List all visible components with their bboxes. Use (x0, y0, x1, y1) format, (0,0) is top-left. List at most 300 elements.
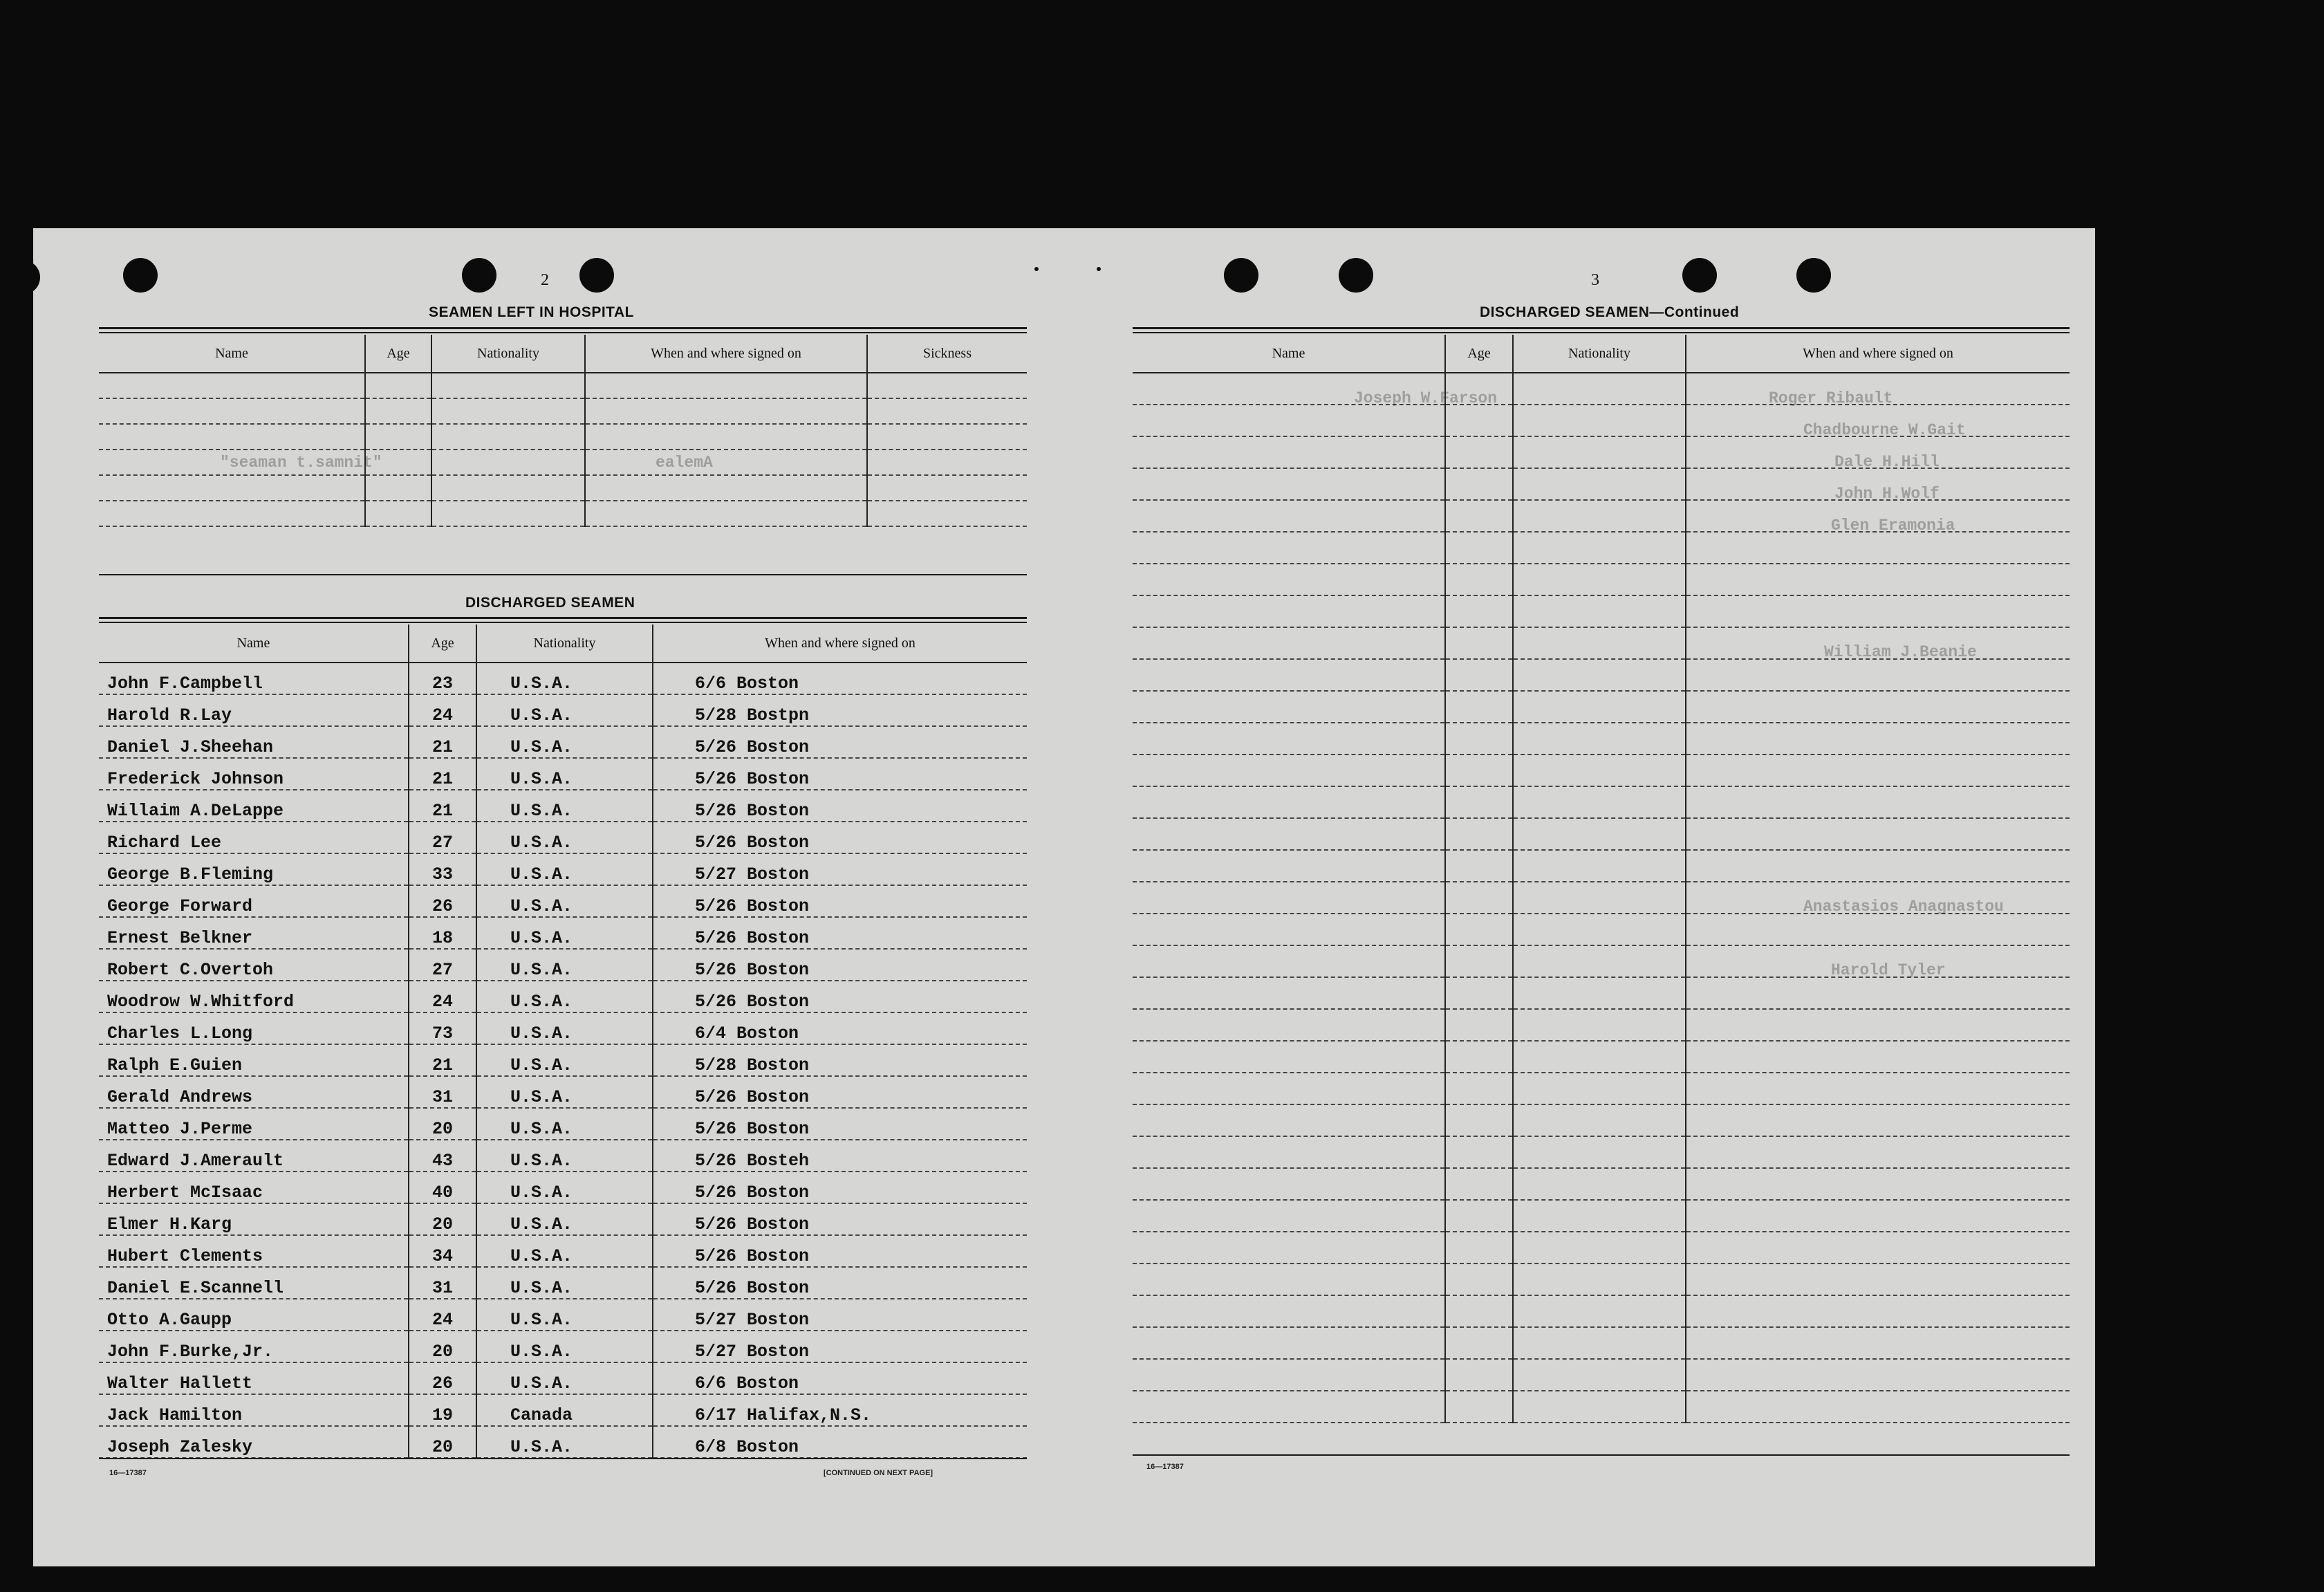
bleed-through-text: "seaman t.samnit" (220, 454, 382, 472)
table-cell (1133, 436, 1445, 468)
table-cell (1686, 1200, 2070, 1232)
table-cell (1513, 1264, 1686, 1295)
column-header: When and where signed on (1686, 335, 2070, 373)
table-cell (1686, 1232, 2070, 1264)
table-row (99, 694, 1027, 726)
table-cell (1686, 1359, 2070, 1391)
table-cell (1513, 436, 1686, 468)
seaman-signed-on: 5/26 Boston (653, 981, 1027, 1012)
table-cell (1513, 755, 1686, 786)
table-row (99, 501, 1027, 526)
seaman-name: George Forward (99, 885, 409, 917)
table-row (99, 758, 1027, 790)
table-cell (867, 475, 1027, 501)
table-cell (1133, 977, 1445, 1009)
seaman-nationality: U.S.A. (476, 1299, 653, 1331)
table-cell (1686, 1295, 2070, 1327)
table-cell (1133, 1200, 1445, 1232)
table-cell (1445, 1264, 1513, 1295)
table-cell (99, 475, 365, 501)
bleed-through-text: Roger Ribault (1769, 389, 1893, 407)
table-row (1133, 1327, 2070, 1359)
table-cell (1686, 1136, 2070, 1168)
table-cell (1445, 1232, 1513, 1264)
seaman-age: 26 (409, 885, 476, 917)
footer-rule (99, 1458, 1027, 1459)
table-row (1133, 1168, 2070, 1200)
table-row (1133, 1104, 2070, 1136)
column-header: Nationality (1513, 335, 1686, 373)
bleed-through-text: John H.Wolf (1834, 485, 1940, 503)
table-cell (1445, 1104, 1513, 1136)
bleed-through-text: Glen Eramonia (1831, 517, 1955, 535)
bleed-through-text: Dale H.Hill (1834, 453, 1940, 471)
table-cell (867, 398, 1027, 424)
table-row (1133, 595, 2070, 627)
table-cell (1686, 786, 2070, 818)
column-header: Name (99, 624, 409, 663)
table-row (99, 1012, 1027, 1044)
seaman-signed-on: 5/26 Boston (653, 758, 1027, 790)
table-cell (1133, 627, 1445, 659)
table-cell (1686, 564, 2070, 595)
seaman-signed-on: 6/4 Boston (653, 1012, 1027, 1044)
seaman-age: 33 (409, 853, 476, 885)
table-cell (867, 450, 1027, 475)
seaman-signed-on: 5/26 Bosteh (653, 1140, 1027, 1172)
seaman-name: Matteo J.Perme (99, 1108, 409, 1140)
seaman-nationality: U.S.A. (476, 694, 653, 726)
table-cell (1513, 786, 1686, 818)
table-cell (1513, 977, 1686, 1009)
bleed-through-text: Chadbourne W.Gait (1803, 421, 1966, 439)
table-row (99, 1172, 1027, 1203)
seaman-nationality: U.S.A. (476, 1426, 653, 1458)
table-cell (1513, 373, 1686, 405)
table-row (1133, 564, 2070, 595)
punch-hole (1682, 258, 1717, 293)
seaman-nationality: U.S.A. (476, 1267, 653, 1299)
hospital-table (99, 335, 1027, 527)
table-cell (1133, 1041, 1445, 1073)
table-cell (1686, 1041, 2070, 1073)
seaman-name: John F.Campbell (99, 663, 409, 694)
seaman-nationality: U.S.A. (476, 1203, 653, 1235)
table-row (99, 822, 1027, 853)
table-cell (1133, 914, 1445, 945)
seaman-signed-on: 5/27 Boston (653, 853, 1027, 885)
table-row (99, 853, 1027, 885)
table-cell (1133, 723, 1445, 755)
ledger-sheet (33, 228, 2095, 1566)
seaman-name: Richard Lee (99, 822, 409, 853)
table-cell (1133, 818, 1445, 850)
bleed-through-text: William J.Beanie (1824, 643, 1977, 661)
hospital-header-row (99, 335, 1027, 373)
seaman-name: Walter Hallett (99, 1362, 409, 1394)
seaman-age: 24 (409, 1299, 476, 1331)
column-header: Age (365, 335, 431, 373)
seaman-nationality: U.S.A. (476, 981, 653, 1012)
table-cell (1686, 850, 2070, 882)
table-row (1133, 1295, 2070, 1327)
table-row (99, 981, 1027, 1012)
table-cell (99, 424, 365, 450)
table-cell (1445, 691, 1513, 723)
table-cell (867, 373, 1027, 398)
table-cell (1513, 468, 1686, 500)
table-cell (1445, 659, 1513, 691)
table-cell (1513, 405, 1686, 436)
bleed-through-text: Joseph W.Farson (1354, 389, 1498, 407)
table-cell (1513, 1359, 1686, 1391)
table-cell (1686, 1168, 2070, 1200)
table-cell (1445, 1359, 1513, 1391)
seaman-age: 19 (409, 1394, 476, 1426)
table-cell (1133, 1264, 1445, 1295)
table-row (1133, 1136, 2070, 1168)
table-row (99, 1394, 1027, 1426)
seaman-name: Woodrow W.Whitford (99, 981, 409, 1012)
table-row (1133, 914, 2070, 945)
table-cell (1513, 1295, 1686, 1327)
table-cell (585, 373, 867, 398)
seaman-age: 18 (409, 917, 476, 949)
table-cell (1513, 850, 1686, 882)
table-cell (1133, 1136, 1445, 1168)
table-cell (585, 424, 867, 450)
table-row (1133, 691, 2070, 723)
seaman-age: 31 (409, 1267, 476, 1299)
table-cell (1686, 977, 2070, 1009)
left-page (33, 228, 1070, 1566)
table-row (99, 1235, 1027, 1267)
seaman-signed-on: 6/6 Boston (653, 663, 1027, 694)
table-row (1133, 659, 2070, 691)
table-cell (1445, 1295, 1513, 1327)
form-number: 16—17387 (109, 1469, 147, 1477)
seaman-name: Edward J.Amerault (99, 1140, 409, 1172)
table-cell (99, 398, 365, 424)
seaman-nationality: U.S.A. (476, 1012, 653, 1044)
table-cell (1686, 1327, 2070, 1359)
table-cell (1686, 1104, 2070, 1136)
seaman-signed-on: 5/26 Boston (653, 1267, 1027, 1299)
table-cell (1133, 595, 1445, 627)
table-cell (431, 501, 585, 526)
seaman-age: 27 (409, 949, 476, 981)
seaman-age: 24 (409, 981, 476, 1012)
table-cell (585, 501, 867, 526)
punch-hole (462, 258, 496, 293)
punch-hole (6, 260, 40, 295)
column-header: Age (409, 624, 476, 663)
table-cell (1445, 1136, 1513, 1168)
speck (1097, 267, 1101, 271)
header-rule (99, 327, 1027, 329)
seaman-nationality: U.S.A. (476, 663, 653, 694)
table-cell (1513, 500, 1686, 532)
table-row (1133, 532, 2070, 564)
table-row (1133, 818, 2070, 850)
table-cell (1133, 850, 1445, 882)
table-row (1133, 1009, 2070, 1041)
seaman-nationality: U.S.A. (476, 758, 653, 790)
table-row (99, 1426, 1027, 1458)
table-cell (431, 475, 585, 501)
column-header: Nationality (476, 624, 653, 663)
table-row (1133, 723, 2070, 755)
table-cell (1133, 659, 1445, 691)
table-cell (1445, 1391, 1513, 1423)
seaman-nationality: U.S.A. (476, 726, 653, 758)
table-cell (1686, 595, 2070, 627)
table-row (1133, 373, 2070, 405)
seaman-signed-on: 5/26 Boston (653, 1108, 1027, 1140)
table-row (1133, 1073, 2070, 1104)
table-cell (1133, 468, 1445, 500)
table-cell (1133, 786, 1445, 818)
table-cell (1445, 914, 1513, 945)
seaman-nationality: U.S.A. (476, 853, 653, 885)
table-cell (1133, 691, 1445, 723)
table-cell (1133, 755, 1445, 786)
seaman-name: Elmer H.Karg (99, 1203, 409, 1235)
seaman-name: Daniel J.Sheehan (99, 726, 409, 758)
table-row (99, 373, 1027, 398)
table-cell (1133, 564, 1445, 595)
header-rule (99, 617, 1027, 619)
seaman-signed-on: 5/26 Boston (653, 917, 1027, 949)
discharged-seamen-table (99, 624, 1027, 1459)
table-cell (1513, 1200, 1686, 1232)
seaman-signed-on: 5/26 Boston (653, 822, 1027, 853)
table-row (99, 1331, 1027, 1362)
seaman-name: John F.Burke,Jr. (99, 1331, 409, 1362)
table-cell (1133, 882, 1445, 914)
seaman-age: 21 (409, 758, 476, 790)
seaman-signed-on: 5/27 Boston (653, 1299, 1027, 1331)
seaman-nationality: U.S.A. (476, 1331, 653, 1362)
table-row (99, 475, 1027, 501)
table-cell (1513, 1136, 1686, 1168)
table-cell (1133, 532, 1445, 564)
table-cell (1686, 1073, 2070, 1104)
table-cell (1513, 691, 1686, 723)
seaman-signed-on: 5/26 Boston (653, 790, 1027, 822)
seaman-signed-on: 6/17 Halifax,N.S. (653, 1394, 1027, 1426)
table-cell (1445, 468, 1513, 500)
table-cell (1686, 1264, 2070, 1295)
seaman-signed-on: 5/28 Boston (653, 1044, 1027, 1076)
column-header: When and where signed on (653, 624, 1027, 663)
table-cell (1513, 1104, 1686, 1136)
table-cell (1133, 1168, 1445, 1200)
seaman-nationality: U.S.A. (476, 1076, 653, 1108)
table-row (99, 726, 1027, 758)
punch-hole (579, 258, 614, 293)
seaman-signed-on: 5/26 Boston (653, 1203, 1027, 1235)
table-cell (1133, 945, 1445, 977)
table-cell (1445, 850, 1513, 882)
table-cell (1445, 405, 1513, 436)
table-cell (1133, 1327, 1445, 1359)
bleed-through-text: Harold Tyler (1831, 961, 1946, 979)
table-cell (1686, 691, 2070, 723)
table-cell (1445, 500, 1513, 532)
seaman-name: Ernest Belkner (99, 917, 409, 949)
column-header: When and where signed on (585, 335, 867, 373)
discharged-header-row (99, 624, 1027, 663)
table-row (99, 1140, 1027, 1172)
table-row (1133, 977, 2070, 1009)
section-divider (99, 574, 1027, 575)
continued-section-title: DISCHARGED SEAMEN—Continued (1480, 304, 1740, 320)
table-row (99, 1044, 1027, 1076)
seaman-name: Ralph E.Guien (99, 1044, 409, 1076)
table-cell (99, 501, 365, 526)
seaman-nationality: U.S.A. (476, 1140, 653, 1172)
table-cell (1445, 1041, 1513, 1073)
discharged-section-title: DISCHARGED SEAMEN (465, 595, 635, 611)
table-row (1133, 1391, 2070, 1423)
seaman-name: Jack Hamilton (99, 1394, 409, 1426)
table-cell (1686, 818, 2070, 850)
seaman-nationality: U.S.A. (476, 917, 653, 949)
table-cell (1445, 977, 1513, 1009)
table-row (99, 1362, 1027, 1394)
table-row (99, 885, 1027, 917)
header-rule (99, 622, 1027, 623)
table-cell (1445, 818, 1513, 850)
table-cell (365, 373, 431, 398)
seaman-age: 24 (409, 694, 476, 726)
table-row (99, 1267, 1027, 1299)
column-header: Nationality (431, 335, 585, 373)
table-cell (1445, 1200, 1513, 1232)
table-cell (867, 424, 1027, 450)
table-cell (1513, 1168, 1686, 1200)
seaman-age: 23 (409, 663, 476, 694)
seaman-nationality: U.S.A. (476, 949, 653, 981)
table-cell (99, 373, 365, 398)
page-number: 3 (1591, 271, 1599, 289)
seaman-signed-on: 5/26 Boston (653, 949, 1027, 981)
table-cell (1513, 723, 1686, 755)
table-row (99, 917, 1027, 949)
seaman-age: 34 (409, 1235, 476, 1267)
table-cell (1445, 755, 1513, 786)
table-cell (585, 450, 867, 475)
seaman-name: Willaim A.DeLappe (99, 790, 409, 822)
seaman-name: Harold R.Lay (99, 694, 409, 726)
seaman-age: 20 (409, 1203, 476, 1235)
seaman-age: 20 (409, 1108, 476, 1140)
table-cell (1513, 627, 1686, 659)
table-cell (1133, 405, 1445, 436)
bleed-through-text: Anastasios Anagnastou (1803, 898, 2004, 916)
seaman-nationality: U.S.A. (476, 822, 653, 853)
table-cell (1133, 1104, 1445, 1136)
table-cell (365, 501, 431, 526)
seaman-signed-on: 6/6 Boston (653, 1362, 1027, 1394)
table-cell (1686, 723, 2070, 755)
table-row (1133, 1041, 2070, 1073)
table-cell (1445, 1073, 1513, 1104)
table-cell (1686, 1391, 2070, 1423)
speck (1034, 267, 1039, 271)
table-cell (431, 398, 585, 424)
table-row (99, 949, 1027, 981)
table-row (1133, 1232, 2070, 1264)
seaman-name: Charles L.Long (99, 1012, 409, 1044)
seaman-age: 73 (409, 1012, 476, 1044)
table-cell (1513, 1327, 1686, 1359)
continued-note: [CONTINUED ON NEXT PAGE] (824, 1469, 933, 1477)
seaman-name: Frederick Johnson (99, 758, 409, 790)
seaman-nationality: U.S.A. (476, 1235, 653, 1267)
seaman-nationality: U.S.A. (476, 885, 653, 917)
table-row (99, 663, 1027, 694)
table-cell (1513, 1009, 1686, 1041)
seaman-nationality: U.S.A. (476, 790, 653, 822)
table-cell (585, 475, 867, 501)
seaman-signed-on: 5/26 Boston (653, 1076, 1027, 1108)
table-cell (1445, 1168, 1513, 1200)
seaman-signed-on: 5/26 Boston (653, 885, 1027, 917)
table-row (1133, 850, 2070, 882)
page-number: 2 (541, 271, 549, 289)
table-cell (1133, 1009, 1445, 1041)
seaman-age: 43 (409, 1140, 476, 1172)
seaman-name: Robert C.Overtoh (99, 949, 409, 981)
footer-rule (1133, 1454, 2070, 1456)
table-cell (1133, 1391, 1445, 1423)
seaman-nationality: U.S.A. (476, 1172, 653, 1203)
column-header: Age (1445, 335, 1513, 373)
seaman-nationality: U.S.A. (476, 1108, 653, 1140)
table-cell (365, 475, 431, 501)
table-cell (1513, 914, 1686, 945)
table-cell (1445, 595, 1513, 627)
right-page (1070, 228, 2095, 1566)
punch-hole (1224, 258, 1258, 293)
table-cell (1133, 1295, 1445, 1327)
seaman-name: George B.Fleming (99, 853, 409, 885)
table-row (99, 424, 1027, 450)
table-cell (1513, 818, 1686, 850)
bleed-through-text: ealemA (656, 454, 713, 472)
table-cell (431, 373, 585, 398)
seaman-name: Otto A.Gaupp (99, 1299, 409, 1331)
table-cell (1133, 1073, 1445, 1104)
table-cell (1686, 1009, 2070, 1041)
punch-hole (1339, 258, 1373, 293)
table-cell (1445, 627, 1513, 659)
table-cell (365, 398, 431, 424)
seaman-signed-on: 5/28 Bostpn (653, 694, 1027, 726)
seaman-name: Daniel E.Scannell (99, 1267, 409, 1299)
table-cell (365, 424, 431, 450)
seaman-name: Joseph Zalesky (99, 1426, 409, 1458)
hospital-section-title: SEAMEN LEFT IN HOSPITAL (429, 304, 634, 320)
table-cell (1445, 1327, 1513, 1359)
table-cell (1686, 914, 2070, 945)
seaman-nationality: U.S.A. (476, 1044, 653, 1076)
table-cell (1513, 659, 1686, 691)
table-row (99, 790, 1027, 822)
seaman-age: 21 (409, 790, 476, 822)
